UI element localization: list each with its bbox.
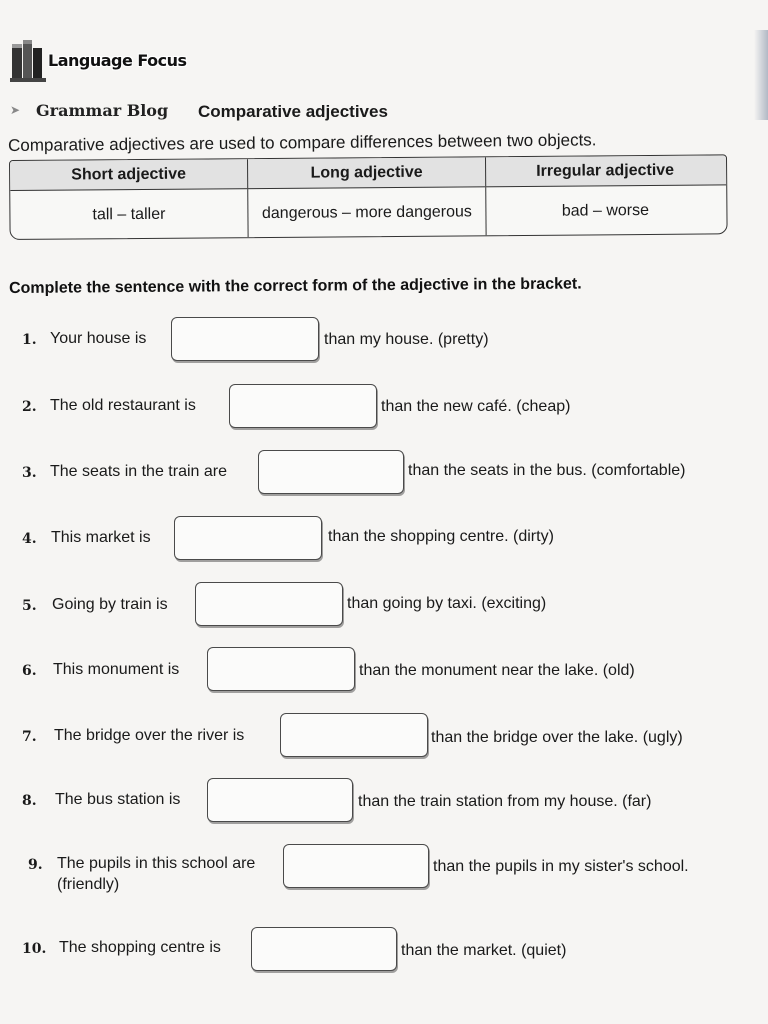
exercise-text-after: than the new café. (cheap) — [381, 398, 571, 415]
exercise-number: 6. — [22, 663, 37, 679]
exercise-number: 7. — [22, 729, 37, 745]
answer-box[interactable] — [258, 450, 404, 494]
exercise-item-7 — [22, 728, 742, 768]
exercise-text-after: than the shopping centre. (dirty) — [328, 528, 554, 545]
exercise-text-after: than my house. (pretty) — [324, 331, 489, 348]
exercise-text-after: than going by taxi. (exciting) — [347, 595, 547, 612]
answer-box[interactable] — [207, 778, 353, 822]
blog-title: Comparative adjectives — [198, 102, 388, 121]
books-icon — [8, 34, 52, 84]
answer-box[interactable] — [280, 713, 428, 757]
exercise-instruction: Complete the sentence with the correct form of the adjective in the bracket. — [9, 275, 582, 297]
exercise-item-1 — [22, 331, 742, 371]
grammar-blog-row — [8, 101, 508, 123]
exercise-item-10 — [22, 940, 742, 980]
blog-label: Grammar Blog — [36, 101, 169, 120]
exercise-text-before: This market is — [51, 529, 151, 546]
exercise-text-before: The pupils in this school are — [57, 855, 256, 872]
pointer-icon: ➤ — [10, 103, 21, 117]
exercise-text-before: Your house is — [50, 330, 147, 347]
exercise-text-before: Going by train is — [52, 596, 168, 613]
exercise-text-after: than the market. (quiet) — [401, 942, 567, 959]
exercise-text-before: The bus station is — [55, 791, 181, 808]
exercise-text-after: than the bridge over the lake. (ugly) — [431, 729, 683, 746]
answer-box[interactable] — [195, 582, 343, 626]
answer-box[interactable] — [251, 927, 397, 971]
adjective-table — [9, 154, 728, 240]
answer-box[interactable] — [229, 384, 377, 428]
exercise-text-after: than the seats in the bus. (comfortable) — [408, 462, 686, 479]
exercise-text-after: than the monument near the lake. (old) — [359, 662, 635, 679]
exercise-item-3 — [22, 464, 742, 504]
page-edge-shadow — [754, 30, 768, 120]
header-short-adjective: Short adjective — [10, 159, 248, 190]
header-long-adjective: Long adjective — [248, 157, 486, 188]
exercise-text-before-line2: (friendly) — [57, 876, 120, 893]
answer-box[interactable] — [283, 844, 429, 888]
cell-long-example: dangerous – more dangerous — [248, 187, 486, 237]
exercise-text-before: The bridge over the river is — [54, 727, 245, 744]
exercise-text-after: than the train station from my house. (far) — [358, 793, 652, 810]
exercise-number: 4. — [22, 531, 37, 547]
exercise-number: 5. — [22, 598, 37, 614]
answer-box[interactable] — [174, 516, 322, 560]
exercise-text-before: The shopping centre is — [59, 939, 221, 956]
exercise-text-before: This monument is — [53, 661, 180, 678]
exercise-item-5 — [22, 597, 742, 637]
cell-short-example: tall – taller — [10, 189, 248, 239]
exercise-text-after: than the pupils in my sister's school. — [433, 858, 689, 875]
cell-irregular-example: bad – worse — [561, 201, 650, 220]
section-title: Language Focus — [48, 51, 187, 70]
exercise-item-6 — [22, 662, 742, 702]
exercise-number: 10. — [22, 941, 47, 957]
answer-box[interactable] — [207, 647, 355, 691]
exercise-number: 8. — [22, 793, 37, 809]
exercise-number: 3. — [22, 465, 37, 481]
exercise-number: 9. — [28, 857, 43, 873]
language-focus-header — [8, 34, 208, 84]
exercise-item-9 — [22, 856, 742, 904]
header-irregular-adjective: Irregular adjective — [536, 161, 675, 180]
exercise-item-2 — [22, 398, 742, 438]
exercise-item-8 — [22, 792, 742, 832]
exercise-text-before: The old restaurant is — [50, 397, 196, 414]
answer-box[interactable] — [171, 317, 319, 361]
exercise-item-4 — [22, 530, 742, 570]
intro-text: Comparative adjectives are used to compare differences between two objects. — [8, 130, 597, 155]
exercise-number: 1. — [22, 332, 37, 348]
exercise-text-before: The seats in the train are — [50, 463, 227, 480]
exercise-number: 2. — [22, 399, 37, 415]
table-row — [10, 185, 726, 239]
